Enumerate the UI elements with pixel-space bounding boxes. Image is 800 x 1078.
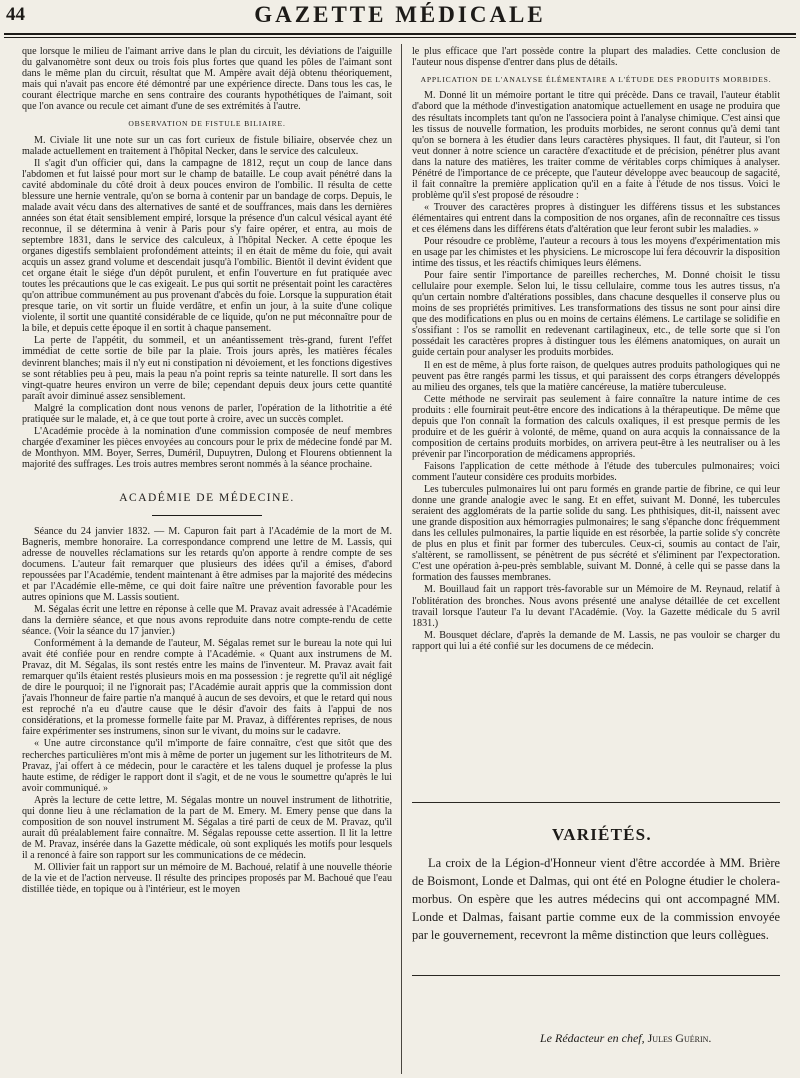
column-divider (401, 44, 402, 1074)
paragraph: La perte de l'appétit, du sommeil, et un anéantissement très-grand, furent l'effet immédiat de cette sortie de bile par la plaie. Trois jours après, les matières fécales devinrent blanches; mais il n'y eut ni constipation ni dévoiement, et les fonctions digestives se sont rétablies peu à peu, mais la peau n'a point repris sa teinte naturelle. Il sort dans les vingt-quatre heures environ un verre de bile; cependant depuis deux jours cette quantité paraît avoir diminué assez sensiblement. (22, 335, 392, 402)
section-heading-academie: ACADÉMIE DE MÉDECINE. (119, 492, 295, 504)
paragraph: M. Civiale lit une note sur un cas fort curieux de fistule biliaire, observée chez un malade actuellement en traitement à l'hôpital Necker, dans le service des calculeux. (22, 134, 392, 157)
section-rule (152, 515, 262, 516)
paragraph: Il en est de même, à plus forte raison, de quelques autres produits pathologiques qui ne peuvent pas être rangés parmi les tissus, et qui paraissent des corps étrangers développés au milieu des organes, tels que la matière cancéreuse, la matière tuberculeuse. (412, 359, 780, 393)
section-heading-application: APPLICATION DE L'ANALYSE ÉLÉMENTAIRE A L'ÉTUDE DES PRODUITS MORBIDES. (420, 75, 772, 85)
section-heading-fistule: OBSERVATION DE FISTULE BILIAIRE. (128, 119, 286, 129)
left-column (22, 46, 392, 1074)
paragraph: Malgré la complication dont nous venons de parler, l'opération de la lithotritie a été pratiquée sur le malade, et, à ce que tout porte à croire, avec un succès complet. (22, 402, 392, 425)
paragraph: Après la lecture de cette lettre, M. Ségalas montre un nouvel instrument de lithotritie, qui donne lieu à une réclamation de la part de M. Emery. M. Emery pense que dans la composition de son nouvel instrument M. Ségalas a tiré parti de ceux de M. Pravaz, qu'il aurait dû préalablement faire connaître. M. Ségalas repousse cette assertion. Il lit la lettre de M. Pravaz, insérée dans la Gazette médicale, où sont expliqués les motifs pour lesquels il a renoncé à faire son rapport sur les communications de ce médecin. (22, 794, 392, 861)
paragraph: « Une autre circonstance qu'il m'importe de faire connaître, c'est que sitôt que des recherches particulières m'ont mis à même de porter un jugement sur les lithotriteurs de M. Pravaz, j'ai offert à ce médecin, pour le caractère et les talens duquel je professe la plus haute estime, de rédiger le rapport dont il s'agit, et de ne vous le soumettre qu'après le lui avoir communiqué. » (22, 738, 392, 794)
paragraph: Il s'agit d'un officier qui, dans la campagne de 1812, reçut un coup de lance dans l'abdomen et fut laissé pour mort sur le champ de bataille. Le coup avait pénétré dans la cavité abdominale du côté droit à deux pouces environ de l'ombilic. Il résulta de cette blessure une hernie ventrale, qu'on se borna à contenir par un bandage de corps. Depuis, le malade avait vécu dans des alternatives de santé et de souffrances, mais dans les dernières années son état était sensiblement empiré, lorsque la présence d'un calcul vésical ayant été reconnue, il se détermina à venir à Paris pour s'y faire opérer, et entra, au mois de septembre 1831, dans le service des calculeux, à l'hôpital Necker. A cette époque les organes digestifs semblaient profondément atteints; il en était de même du foie, qui avait acquis un assez grand volume et descendait jusqu'à l'ombilic. Bientôt il devint évident que cet organe était le siége d'un dépôt purulent, et enfin l'ouverture en fut pratiquée avec toutes les précautions que le cas exigeait. Le pus qui sortit ne présentait point les caractères qu'on attribue communément au pus provenant d'abcès du foie. Lorsque la suppuration était presque tarie, on vit sortir un fluide verdâtre, et enfin un jour, à la suite d'une colique violente, il sortit une quantité considérable de ce liquide, qu'on ne put méconnaître pour de la bile, et depuis cette époque il en sortit à chaque pansement. (22, 157, 392, 335)
varietes-paragraph: La croix de la Légion-d'Honneur vient d'être accordée à MM. Brière de Boismont, Londe et Dalmas, qui ont été en Pologne étudier le cholera-morbus. On espère que les autres médecins qui ont accompagné MM. Londe et Dalmas, faisant partie comme eux de la commission envoyée par le gouvernement, recevront la même distinction que leurs collègues. (412, 856, 780, 942)
masthead-rule-thin (4, 37, 796, 38)
signature-role: Le Rédacteur en chef, (540, 1031, 645, 1045)
paragraph: M. Bouillaud fait un rapport très-favorable sur un Mémoire de M. Reynaud, relatif à l'oblitération des bronches. Nous avons présenté une analyse détaillée de cet excellent travail lorsque l'auteur l'a lu devant l'Académie. (Voy. la Gazette médicale du 5 avril 1831.) (412, 584, 780, 629)
paragraph: M. Bousquet déclare, d'après la demande de M. Lassis, ne pas vouloir se charger du rapport qui lui a été confié sur les documens de ce médecin. (412, 629, 780, 652)
paragraph: Cette méthode ne servirait pas seulement à faire connaître la nature intime de ces produits : elle fournirait peut-être encore des indications à la thérapeutique. De même que depuis que l'on connaît la formation des calculs oxaliques, il est presque permis de les produire et de les guérir à volonté, de même, quand on aura acquis la connaissance de la composition de certains produits morbides, on arrivera peut-être à les neutraliser ou à les prévenir par l'incorporation de médicamens appropriés. (412, 393, 780, 460)
paragraph: Pour résoudre ce problème, l'auteur a recours à tous les moyens d'expérimentation mis en usage par les chimistes et les physiciens. Le microscope lui fera découvrir la disposition intime des tissus, et les réactifs chimiques leurs élémens. (412, 236, 780, 270)
varietes-rule-bottom (412, 975, 780, 976)
paragraph: Les tubercules pulmonaires lui ont paru formés en grande partie de fibrine, ce qui leur donne une grande analogie avec le sang. Et en effet, suivant M. Donné, les tubercules seraient des agglomérats de la partie solide du sang. Les phthisiques, dit-il, naissent avec une grande disposition aux hémorragies pulmonaires; le sang s'épanche donc fréquemment dans les cellules pulmonaires, la partie liquide en est résorbée, la partie solide s'y concrète de plus en plus et finit par former des tubercules. Ceux-ci, soumis au contact de l'air, s'altèrent, se ramollissent, se pénètrent de pus sécrété et s'éliminent par l'expectoration. C'est une opération à-peu-près semblable, suivant M. Donné, à celle qui se passe dans la formation des fausses membranes. (412, 484, 780, 584)
paragraph: M. Donné lit un mémoire portant le titre qui précède. Dans ce travail, l'auteur établit d'abord que la méthode d'investigation anatomique actuellement en usage ne produira que des résultats incomplets tant qu'on ne l'associera point à l'analyse chimique. C'est ainsi que les tissus de nouvelle formation, les produits morbides, ne seront connus qu'à demi tant qu'on se bornera à les étudier dans leurs caractères physiques. Il faut, dit l'auteur, si l'on veut donner à notre science un caractère d'exactitude et de précision, pénétrer plus avant dans la nature des matières, les traiter comme de véritables corps chimiques à analyser. Pénétré de l'importance de ce précepte, que l'auteur développe avec beaucoup de sagacité, il fait connaître la première application qu'il en a faite à l'étude de nos tissus. Voici le problème qu'il s'est proposé de résoudre : (412, 90, 780, 201)
varietes-title: VARIÉTÉS. (552, 825, 652, 844)
masthead-title: GAZETTE MÉDICALE (254, 2, 546, 27)
editor-signature (540, 1031, 711, 1046)
varietes-section (412, 802, 780, 976)
right-column (412, 46, 780, 796)
page-number: 44 (6, 4, 25, 25)
paragraph: Conformément à la demande de l'auteur, M. Ségalas remet sur le bureau la note qui lui avait été confiée pour en rendre compte à l'Académie. « Quant aux instrumens de M. Pravaz, dit M. Ségalas, ils sont restés entre les mains de l'inventeur. M. Pravaz avait fait remarquer qu'ils étaient restés plusieurs mois en ma possession : je regrette qu'il ait négligé de dire le pourquoi; il ne l'ignorait pas; l'Académie aurait appris que la commission dont j'avais l'honneur de faire partie n'a manqué à aucun de ses devoirs, et que le retard qui nous est reproché n'a eu d'autre cause que le désir d'avoir des faits à l'appui de nos considérations, et la promesse formelle faite par M. Pravaz, à différentes reprises, de nous faire expérimenter ses instrumens, sinon sur le vivant, du moins sur le cadavre. (22, 638, 392, 738)
paragraph: L'Académie procède à la nomination d'une commission composée de neuf membres chargée d'examiner les pièces envoyées au concours pour le prix de médecine fondé par M. de Monthyon. MM. Boyer, Serres, Duméril, Dupuytren, Dulong et Flourens obtiennent la majorité des suffrages. Les trois autres membres seront nommés à la séance prochaine. (22, 425, 392, 470)
paragraph: M. Ollivier fait un rapport sur un mémoire de M. Bachoué, relatif à une nouvelle théorie de la vie et de l'action nerveuse. Il résulte des principes proposés par M. Bachoué que l'eau distillée tiède, en topique ou à l'intérieur, est le moyen (22, 861, 392, 896)
paragraph: Pour faire sentir l'importance de pareilles recherches, M. Donné choisit le tissu cellulaire pour exemple. Selon lui, le tissu cellulaire, comme tous les autres tissus, n'a qu'un certain nombre d'altérations possibles, dans chacune desquelles il conserve plus ou moins de ses propriétés primitives. Les transformations des tissus ne sont pour ainsi dire que des modifications en plus ou en moins de certains élémens. Le cartilage se solidifie en s'ossifiant : l'os se ramollit en redevenant cartilagineux, etc., de telle sorte que si l'on possédait les caractères propres à distinguer tous les élémens anatomiques, on aurait un guide certain pour analyser les produits morbides. (412, 270, 780, 359)
masthead-rule (4, 33, 796, 35)
paragraph: « Trouver des caractères propres à distinguer les différens tissus et les substances élémentaires qui entrent dans la composition de nos organes, afin de reconnaître ces tissus et ces élémens dans les différens états d'altération que leur feront subir les maladies. » (412, 201, 780, 235)
paragraph: Séance du 24 janvier 1832. — M. Capuron fait part à l'Académie de la mort de M. Bagneris, membre honoraire. La correspondance comprend une lettre de M. Lassis, qui adresse de nouvelles réclamations sur les retards qu'on apporte à rendre compte de ses documens. L'auteur fait remarquer que plusieurs des idées qu'il a émises, d'abord repoussées par l'Académie, tendent maintenant à être admises par la majorité des médecins et par l'Académie elle-même, ce qui doit faire naître une prévention favorable pour les autres opinions que M. Lassis soutient. (22, 525, 392, 603)
signature-name: Jules Guérin. (647, 1031, 712, 1045)
varietes-rule-top (412, 802, 780, 803)
paragraph: Faisons l'application de cette méthode à l'étude des tubercules pulmonaires; voici comment l'auteur considère ces produits morbides. (412, 460, 780, 483)
paragraph: M. Ségalas écrit une lettre en réponse à celle que M. Pravaz avait adressée à l'Académie dans la dernière séance, et que nous avons reproduite dans notre compte-rendu de cette séance. (Voir la séance du 17 janvier.) (22, 603, 392, 637)
paragraph: le plus efficace que l'art possède contre la plupart des maladies. Cette conclusion de l'auteur nous dispense d'entrer dans plus de détails. (412, 46, 780, 69)
paragraph: que lorsque le milieu de l'aimant arrive dans le plan du circuit, les déviations de l'aiguille du galvanomètre sont deux ou trois fois plus fortes que quand les pôles de l'aimant sont dans le même plan du circuit, résultat que M. Ampère avait déjà obtenu théoriquement, mais qui n'avait pas encore été démontré par une expérience directe. Dans tous les cas, le courant électrique marche en sens contraire des courants hypothétiques de l'aimant, soit que l'on avance ou recule cet aimant d'une de ses extrémités à l'autre. (22, 46, 392, 113)
